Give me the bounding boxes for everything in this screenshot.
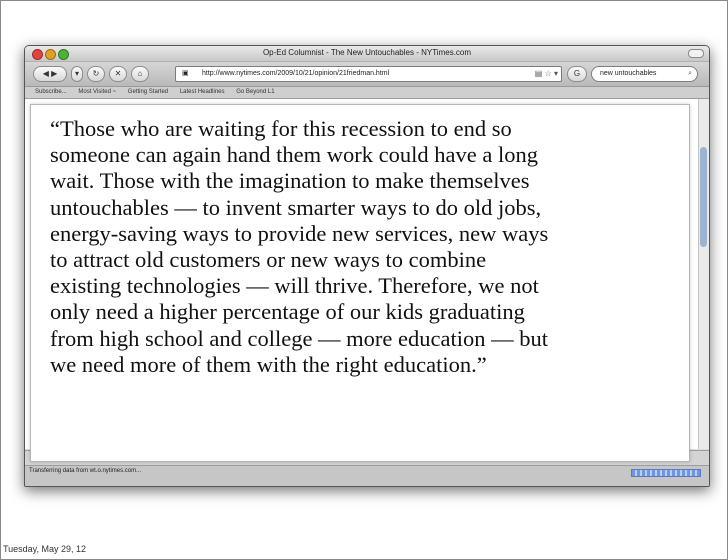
page-favicon-icon: ▣: [182, 70, 189, 77]
back-arrow-icon: ◀: [42, 69, 49, 78]
forward-arrow-icon: ▶: [51, 69, 58, 78]
chevron-down-icon: ▾: [74, 69, 79, 78]
loading-progress-bar: [631, 469, 701, 477]
search-icon[interactable]: ⌕: [688, 70, 692, 77]
quote-line: untouchables — to invent smarter ways to do old jobs,: [50, 194, 542, 220]
bookmark-item[interactable]: Most Visited ~: [78, 89, 117, 95]
bookmark-item[interactable]: Latest Headlines: [179, 89, 225, 95]
back-forward-button[interactable]: [33, 66, 67, 82]
history-dropdown-button[interactable]: [71, 66, 83, 82]
address-bar[interactable]: [175, 66, 562, 82]
stop-button[interactable]: [109, 66, 127, 82]
address-text: http://www.nytimes.com/2009/10/21/opinion/21friedman.html: [202, 70, 390, 77]
quote-line: existing technologies — will thrive. Therefore, we not: [50, 273, 539, 299]
search-input[interactable]: [591, 66, 698, 82]
home-icon: ⌂: [137, 69, 143, 78]
search-engine-icon: G: [573, 69, 581, 78]
slide-date: Tuesday, May 29, 12: [3, 544, 87, 554]
bookmark-item[interactable]: Subscribe...: [35, 89, 67, 95]
window-title: Op-Ed Columnist - The New Untouchables - NYTimes.com: [262, 48, 472, 57]
quote-line: energy-saving ways to provide new services, new ways: [50, 220, 549, 246]
stop-icon: ✕: [114, 69, 122, 78]
bookmark-item[interactable]: Getting Started: [127, 89, 169, 95]
vertical-scrollbar[interactable]: [698, 99, 709, 449]
quote-text: [50, 116, 675, 378]
quote-overlay: [30, 104, 690, 462]
quote-line: from high school and college — more education — but: [50, 325, 548, 351]
title-bar[interactable]: [25, 46, 709, 62]
quote-line: someone can again hand them work could have a long: [50, 142, 538, 168]
quote-line: only need a higher percentage of our kids graduating: [50, 299, 525, 325]
quote-line: wait. Those with the imagination to make themselves: [50, 168, 530, 194]
bookmarks-bar: [25, 87, 709, 99]
quote-line: “Those who are waiting for this recession to end so: [50, 116, 512, 141]
reload-button[interactable]: [87, 66, 105, 82]
rss-icon[interactable]: ▤ ☆ ▾: [534, 69, 558, 78]
search-engine-button[interactable]: [567, 66, 587, 82]
home-button[interactable]: [131, 66, 149, 82]
reload-icon: ↻: [92, 69, 100, 78]
navigation-toolbar: [25, 62, 709, 87]
scrollbar-thumb[interactable]: [700, 147, 707, 247]
toolbar-toggle-button[interactable]: [688, 49, 704, 58]
status-bar: [25, 465, 709, 487]
bookmark-item[interactable]: Go Beyond L1: [236, 89, 275, 95]
quote-line: to attract old customers or new ways to combine: [50, 247, 487, 273]
status-text: Transferring data from wt.o.nytimes.com...: [29, 468, 142, 474]
quote-line: we need more of them with the right education.”: [50, 351, 487, 377]
search-query-text: new untouchables: [600, 70, 657, 77]
